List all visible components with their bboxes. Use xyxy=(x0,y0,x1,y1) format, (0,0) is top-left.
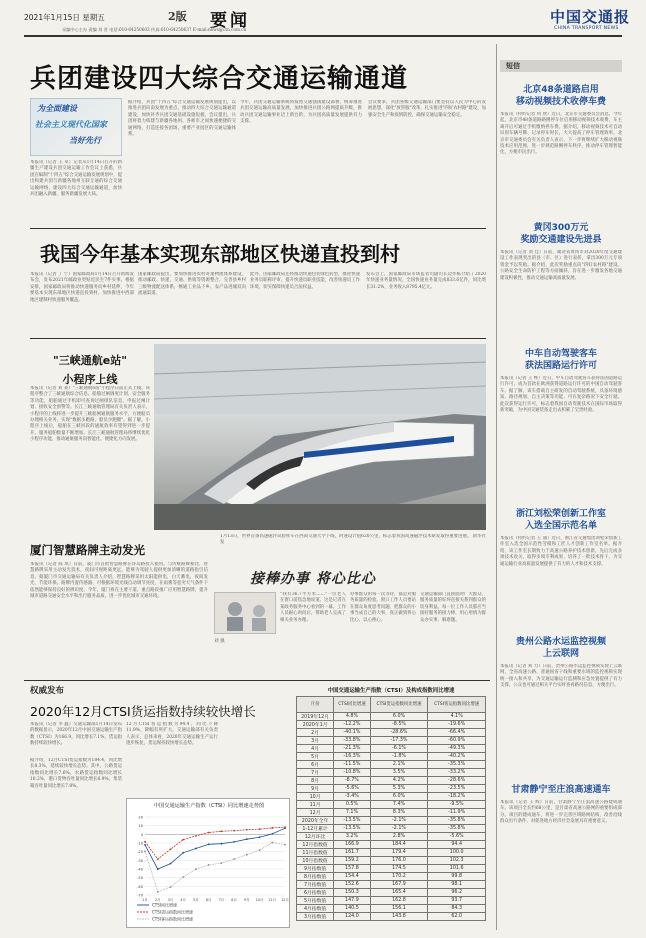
table-row xyxy=(297,817,486,825)
xiamen-headline: 厦门智慧路牌主动发光 xyxy=(30,543,145,557)
data-point xyxy=(182,852,184,854)
chart-plot xyxy=(127,811,291,929)
table-cell: 4月指数值 xyxy=(297,905,334,913)
data-point xyxy=(271,827,273,829)
data-point xyxy=(208,832,210,834)
table-cell: -33.8% xyxy=(334,737,371,745)
sidebar-brief-headline-line: 奖励交通建设先进县 xyxy=(520,235,602,245)
ctsi-body-1: 本报讯（记者 李 鑫）交通运输部1月14日发布的数据显示，2020年12月中国交通运输生产指数（CTSI）为166.9，同比增长7.1%，货运指数持续较快增长。 xyxy=(30,722,122,747)
table-cell: 101.6 xyxy=(428,865,486,873)
sidebar-brief-headline xyxy=(500,84,622,108)
table-cell: 174.5 xyxy=(370,865,428,873)
sidebar-brief-body: 本报讯（记者 刘 佳）日前，湖北省黄冈市对2020年度交通建设工作表现突出的县（市、区）进行表彰，拿出300万元专项资金予以奖励。据介绍，此次奖励重点向"四好农村路"建设、公路安全生命防护工程等方面倾斜，旨在进一步激发各地交通建设积极性，推动交通运输高质量发展。 xyxy=(500,250,622,281)
table-row xyxy=(297,777,486,785)
table-cell: 1-12月累计 xyxy=(297,825,334,833)
table-cell: 167.9 xyxy=(370,881,428,889)
sidebar-brief-headline-line: 获法国路运行许可 xyxy=(524,361,597,371)
table-cell: 4.1% xyxy=(428,713,486,721)
table-cell: 12月指数值 xyxy=(297,841,334,849)
data-point xyxy=(144,844,146,846)
table-cell: 6.0% xyxy=(370,713,428,721)
table-cell: -49.3% xyxy=(428,745,486,753)
x-tick-label: 1月 xyxy=(142,898,148,902)
data-point xyxy=(220,830,222,832)
table-row xyxy=(297,913,486,921)
table-row xyxy=(297,737,486,745)
table-cell: -35.8% xyxy=(428,817,486,825)
express-rule xyxy=(30,338,486,339)
table-cell: 6月指数值 xyxy=(297,889,334,897)
masthead-rule xyxy=(24,35,622,37)
data-point xyxy=(233,841,235,843)
data-point xyxy=(208,843,210,845)
table-cell: -6.1% xyxy=(370,745,428,753)
express-headline: 我国今年基本实现东部地区快递直投到村 xyxy=(40,242,400,266)
edition-number: 2版 xyxy=(168,10,187,23)
sanxia-headline xyxy=(30,352,150,387)
x-tick-label: 2月 xyxy=(154,898,161,902)
table-cell: -40.1% xyxy=(334,729,371,737)
table-row xyxy=(297,729,486,737)
table-cell: 84.3 xyxy=(428,905,486,913)
table-cell: 6月 xyxy=(297,761,334,769)
table-row xyxy=(297,713,486,721)
table-cell: 159.2 xyxy=(334,857,371,865)
table-row xyxy=(297,857,486,865)
data-point xyxy=(271,842,273,844)
legend-label: CTSI同比增速 xyxy=(152,902,177,908)
sidebar-brief-body: 本报讯（特约记者 何 欣）近日，北京市交通委员会消息，今年起，北京市48条道路路侧停车位启用移动视频技术收费，车主离开后可通过手机缴纳停车费。据介绍，移动视频技术可自动识别车辆号牌、记录停车时长，大大提高了停车管理效率。北京市交通委员会有关负责人表示，下一步将继续扩大移动视频技术应用范围，进一步规范路侧停车秩序，推动停车管理智能化，方便市民出行。 xyxy=(500,112,622,156)
newspaper-name-en: CHINA TRANSPORT NEWS xyxy=(554,26,619,31)
lead-body-3: 今年，兵团交通运输系统将按照交通强国建设部署，统筹推进兵团交通运输高质量发展，加快推进兵团公路网提质升级，推动兵团交通运输事业迈上新台阶，为兵团高质量发展提供有力支撑。 xyxy=(240,100,362,125)
sidebar-brief-body: 本报讯（记者 刘 力）日前，贵州公路水运监控视频实现上云联网，全省高速公路、普通国省干线和重要水域的监控视频实现统一接入和共享，为交通运输运行监测和应急处置提供了有力支撑，公众也可通过相关平台实时查看路况信息，方便出行。 xyxy=(500,664,622,689)
table-row xyxy=(297,873,486,881)
sidebar-label-text: 短信 xyxy=(506,62,520,70)
sidebar-brief-headline xyxy=(500,508,622,532)
data-point xyxy=(195,835,197,837)
table-cell: 150.3 xyxy=(334,889,371,897)
table-cell: 96.2 xyxy=(428,889,486,897)
table-cell: 2019年12月 xyxy=(297,713,334,721)
table-cell: 4.8% xyxy=(334,713,371,721)
sidebar-brief-headline xyxy=(500,636,622,660)
table-cell: 11月 xyxy=(297,801,334,809)
table-cell: 2020年全年 xyxy=(297,817,334,825)
x-tick-label: 10月 xyxy=(255,898,264,902)
x-tick-label: 5月 xyxy=(193,898,199,902)
sanxia-headline-line-2: 小程序上线 xyxy=(62,373,118,386)
data-point xyxy=(208,864,210,866)
table-cell: 124.0 xyxy=(334,913,371,921)
x-tick-label: 8月 xyxy=(231,898,237,902)
table-cell: 12月 xyxy=(297,809,334,817)
xiamen-body: 本报讯（记者 陈 琪）日前，厦门市首批智慧路牌在环岛路投入使用。与传统路牌相比，智慧路牌采用主动发光技术，夜间可视距离更远，能够为驾驶人提供更加清晰的道路指引信息。据厦门市交通运输局有关负责人介绍，智慧路牌采用太阳能供电，白天蓄电、夜间发光，节能环保。路牌内置传感器，可根据环境光线自动调节亮度，在雨雾等恶劣天气条件下依然能够保持良好的辨识度。今年，厦门将在主要干道、重点路段推广应用智慧路牌，提升城市道路交通安全水平和出行服务品质，进一步优化城市交通环境。 xyxy=(30,562,208,600)
sidebar-brief-headline-line: 浙江刘松荣创新工作室 xyxy=(515,509,606,519)
table-row xyxy=(297,761,486,769)
data-point xyxy=(170,863,172,865)
relay-illustration xyxy=(214,592,276,634)
express-body-3: 此外，国家邮政局还将推动快递包装绿色转型，推进快递业务员职称评审，提升快递员职业技能，改善快递员工作环境，切实保障快递员合法权益。 xyxy=(250,272,360,290)
table-cell: 6.0% xyxy=(370,793,428,801)
sidebar-brief-headline-line: 贵州公路水运监控视频 xyxy=(515,637,606,647)
table-cell: -11.5% xyxy=(334,761,371,769)
table-cell: -11.9% xyxy=(428,809,486,817)
table-row xyxy=(297,769,486,777)
table-row xyxy=(297,753,486,761)
data-point xyxy=(144,850,146,852)
table-cell: 10月 xyxy=(297,793,334,801)
table-cell: 102.3 xyxy=(428,857,486,865)
legend-label: CTSI货运指数同比增速 xyxy=(152,909,193,915)
table-cell: 140.5 xyxy=(334,905,371,913)
table-cell: -2.1% xyxy=(370,825,428,833)
sanxia-body: 本报讯（记者 刘 秉）"三峡通航e站"小程序日前正式上线。该程序整合了三峡通航综合信息、船舶过闸调度计划、安全服务等功能，船舶通过手机即可查询过闸排队信息、申报过闸计划、接收安全预警等。长江三峡通航管理局有关负责人表示，小程序的上线将进一步提升三峡船闸通航服务水平，方便船员办理相关业务，实现"数据多跑路、船员少跑腿"。据了解，小程序上线后，船舶在三峡河段的通航效率有望得到进一步提升，服务船舶数量不断增加。长江三峡通航管理局将继续优化小程序功能，推动通航服务向智能化、便捷化方向发展。 xyxy=(30,386,150,443)
table-cell: 9月指数值 xyxy=(297,865,334,873)
table-cell: 2.1% xyxy=(370,761,428,769)
data-point xyxy=(220,843,222,845)
data-point xyxy=(246,854,248,856)
data-point xyxy=(233,830,235,832)
table-cell: -66.4% xyxy=(428,729,486,737)
table-row xyxy=(297,881,486,889)
table-cell: 156.1 xyxy=(370,905,428,913)
table-cell: 166.9 xyxy=(334,841,371,849)
table-cell: 4月 xyxy=(297,745,334,753)
masthead xyxy=(0,0,646,44)
x-tick-label: 12月 xyxy=(281,898,289,902)
y-tick-label: -40 xyxy=(137,867,143,872)
data-point xyxy=(246,838,248,840)
table-cell: 3月指数值 xyxy=(297,913,334,921)
data-point xyxy=(220,862,222,864)
table-cell: -35.8% xyxy=(428,825,486,833)
express-body-4: 发布会上，国家邮政局市场监管司副司长边作栋介绍了2020年快递业务量情况，全国快递业务量完成833.6亿件，同比增长31.2%，业务收入8795.4亿元。 xyxy=(366,272,486,290)
table-cell: 7.4% xyxy=(370,801,428,809)
table-row xyxy=(297,793,486,801)
table-cell: -12.2% xyxy=(334,721,371,729)
table-body xyxy=(297,713,486,921)
table-cell: -40.2% xyxy=(428,753,486,761)
lead-headline: 兵团建设四大综合交通运输通道 xyxy=(30,64,409,94)
data-point xyxy=(182,839,184,841)
table-row xyxy=(297,825,486,833)
table-cell: -18.2% xyxy=(428,793,486,801)
table-cell: 5月 xyxy=(297,753,334,761)
sanxia-headline-line-1: "三峡通航e站" xyxy=(53,354,127,367)
table-cell: 62.0 xyxy=(428,913,486,921)
sidebar-brief xyxy=(500,636,622,768)
table-cell: 99.8 xyxy=(428,873,486,881)
data-point xyxy=(271,833,273,835)
lead-rule xyxy=(30,228,486,229)
table-cell: 2020年1月 xyxy=(297,721,334,729)
data-point xyxy=(195,848,197,850)
express-body-2: 国家邮政局提出，要加快推进农村寄递物流体系建设，推动邮政、快递、交通、供销等资源整合，完善县乡村三级物流配送体系，畅通工业品下乡、农产品进城双向流通渠道。 xyxy=(138,272,246,297)
table-cell: 3.5% xyxy=(370,769,428,777)
y-tick-label: -60 xyxy=(137,884,143,889)
table-cell: -10.8% xyxy=(334,769,371,777)
sidebar-brief-headline-line: 甘肃静宁至庄浪高速通车 xyxy=(511,785,611,795)
table-cell: -21.3% xyxy=(334,745,371,753)
table-cell: 3月 xyxy=(297,737,334,745)
table-cell: 5.3% xyxy=(370,785,428,793)
relay-body-3: 交通运输部门直接面对广大群众，服务质量的好坏直接关系到群众的切身利益。每一位工作人员都应当接好服务的接力棒，用心用情为群众办实事、解难题。 xyxy=(420,592,486,623)
sidebar-brief-headline-line: 黄冈300万元 xyxy=(533,223,589,233)
ctsi-table xyxy=(296,696,486,921)
table-row xyxy=(297,889,486,897)
table-row xyxy=(297,841,486,849)
column-divider xyxy=(496,44,497,930)
table-cell: 0.5% xyxy=(334,801,371,809)
table-header-cell: CTSI货运指数同比增速 xyxy=(370,697,428,713)
y-tick-label: -20 xyxy=(137,850,143,855)
ctsi-body-3: 12月CTSI客运指数为94.4，同比下降11.9%，降幅有所扩大。交通运输部有关负责人表示，总体来看，2020年交通运输生产运行逐步恢复，货运保持较快增长态势。 xyxy=(126,722,218,747)
ctsi-table-title: 中国交通运输生产指数（CTSI）及构成指数同比增速 xyxy=(327,688,455,694)
sidebar-brief xyxy=(500,222,622,334)
table-row xyxy=(297,801,486,809)
data-point xyxy=(157,858,159,860)
data-point xyxy=(170,848,172,850)
table-row xyxy=(297,785,486,793)
data-point xyxy=(144,841,146,843)
table-cell: -16.3% xyxy=(334,753,371,761)
data-point xyxy=(157,891,159,893)
sidebar-brief-headline-line: 北京48条道路启用 xyxy=(523,85,599,95)
table-cell: 176.0 xyxy=(370,857,428,865)
data-point xyxy=(259,828,261,830)
table-row xyxy=(297,809,486,817)
table-cell: 170.2 xyxy=(370,873,428,881)
relay-headline: 接棒办事 将心比心 xyxy=(250,571,376,587)
lead-body-1: 本报讯（记者 王 卓）记者从1月14日召开的新疆生产建设兵团交通运输工作会议上获悉，兵团在编制"十四五"综合交通运输发展规划中，提出构建兵团与新疆各地州互联互通的综合交通运输网络，建设四大综合交通运输通道，加快兵团融入新疆、服务新疆发展大局。 xyxy=(30,160,122,198)
table-cell: -2.1% xyxy=(370,817,428,825)
data-point xyxy=(170,886,172,888)
sidebar-brief-headline xyxy=(500,784,622,796)
y-tick-label: -70 xyxy=(137,893,143,898)
table-cell: -28.6% xyxy=(428,777,486,785)
table-cell: -9.5% xyxy=(428,801,486,809)
table-cell: 2月 xyxy=(297,729,334,737)
photo-caption xyxy=(220,534,486,562)
table-cell: -60.9% xyxy=(428,737,486,745)
table-cell: 147.9 xyxy=(334,897,371,905)
table-cell: 4.2% xyxy=(370,777,428,785)
table-cell: 154.4 xyxy=(334,873,371,881)
sidebar-brief-headline-line: 中车自动驾驶客车 xyxy=(524,349,597,359)
data-point xyxy=(259,836,261,838)
data-point xyxy=(259,849,261,851)
table-header-cell: 月份 xyxy=(297,697,334,713)
table-cell: 93.7 xyxy=(428,897,486,905)
y-tick-label: 20 xyxy=(138,815,143,820)
table-cell: 179.4 xyxy=(370,849,428,857)
table-row xyxy=(297,865,486,873)
authority-rule xyxy=(24,680,490,681)
data-point xyxy=(182,876,184,878)
table-cell: 8.3% xyxy=(370,809,428,817)
y-tick-label: 10 xyxy=(138,824,143,829)
legend-label: CTSI客运指数同比增速 xyxy=(152,916,193,922)
table-cell: 8月 xyxy=(297,777,334,785)
relay-body-2: 办事群众的每一次等待，都是对服务质量的检验。窗口工作人员要站在群众角度思考问题，把群众的小事当成自己的大事，真正做到将心比心、以心换心。 xyxy=(350,592,416,623)
table-header-cell: CTSI客运指数同比增速 xyxy=(428,697,486,713)
table-cell: -33.2% xyxy=(428,769,486,777)
maglev-photo xyxy=(154,344,486,530)
table-cell: 2.8% xyxy=(370,833,428,841)
table-cell: -17.3% xyxy=(370,737,428,745)
table-cell: -35.3% xyxy=(428,761,486,769)
relay-illustration-image xyxy=(215,593,277,635)
x-tick-label: 3月 xyxy=(167,898,174,902)
relay-byline: 刘 强 xyxy=(214,639,225,644)
x-tick-label: 11月 xyxy=(268,898,277,902)
table-row xyxy=(297,905,486,913)
table-header-row xyxy=(297,697,486,713)
table-row xyxy=(297,745,486,753)
ctsi-body-2: 据介绍，12月CTSI货运指数为184.4，同比增长8.3%，延续较快增长态势。其中，公路货运指数同比增长7.6%，水路货运指数同比增长10.2%，港口货物吞吐量同比增长6.9%，集装箱吞吐量同比增长7.8%。 xyxy=(30,758,122,789)
sidebar-brief xyxy=(500,784,622,908)
sidebar-brief xyxy=(500,508,622,624)
stamp-line-2: 社会主义现代化国家 xyxy=(35,119,107,129)
table-cell: -8.5% xyxy=(370,721,428,729)
sidebar-label xyxy=(500,60,622,72)
table-cell: 3.2% xyxy=(334,833,371,841)
photo-caption-text: 1月13日，世界首条高速磁浮试验样车在西南交通大学下线，时速设计值620公里，标志着我国高速磁浮技术研发取得重要进展。 xyxy=(220,534,472,539)
data-point xyxy=(195,868,197,870)
table-cell: 184.4 xyxy=(370,841,428,849)
relay-body-1: "我有36.7平方米……"一位老人在窗口前焦急地说道。这是记者在某政务服务中心看到的一幕。工作人员耐心询问后，帮助老人完成了相关业务办理。 xyxy=(280,592,346,623)
table-cell: 157.8 xyxy=(334,865,371,873)
stamp-line-3: 当好先行 xyxy=(69,135,101,145)
masthead-contact: 采编中心主办 责编 刘 晋 电话:010-64250603 传真:010-64250637 E-mail:news@ctn.com.cn xyxy=(62,27,247,32)
table-cell: 98.1 xyxy=(428,881,486,889)
table-cell: 161.7 xyxy=(334,849,371,857)
table-row xyxy=(297,721,486,729)
sidebar-brief-body: 本报讯（特约记者 王 涌）近日，浙江省交通集团刘松荣创新工作室入选全国示范性劳模和工匠人才创新工作室名单。据介绍，该工作室长期致力于高速公路养护技术创新，先后完成多项技术攻关，取得多项专利成果，培养了一批技术骨干，为交通运输行业高质量发展提供了有力的人才和技术支撑。 xyxy=(500,536,622,567)
table-cell: -3.4% xyxy=(334,793,371,801)
table-cell: 8月指数值 xyxy=(297,873,334,881)
lead-body-4: 会议要求，兵团各级交通运输部门要坚持以人民为中心的发展思想，深化"放管服"改革，扎实推进"四好农村路"建设，加强安全生产和疫情防控，确保交通运输安全稳定。 xyxy=(368,100,486,118)
data-point xyxy=(246,829,248,831)
ctsi-chart xyxy=(126,798,290,928)
table-cell: -13.5% xyxy=(334,825,371,833)
table-cell: 7月指数值 xyxy=(297,881,334,889)
table-cell: 165.4 xyxy=(370,889,428,897)
table-cell: -5.6% xyxy=(428,833,486,841)
table-cell: 7月 xyxy=(297,769,334,777)
sidebar-brief xyxy=(500,84,622,210)
y-tick-label: 0 xyxy=(140,832,143,837)
sidebar-brief-headline-line: 入选全国示范名单 xyxy=(524,521,597,531)
data-point xyxy=(284,844,286,846)
table-row xyxy=(297,849,486,857)
data-point xyxy=(284,826,286,828)
slogan-stamp xyxy=(30,98,122,156)
table-cell: -13.5% xyxy=(334,817,371,825)
table-cell: -23.5% xyxy=(428,785,486,793)
stamp-line-1: 为全面建设 xyxy=(37,103,77,113)
table-row xyxy=(297,897,486,905)
table-cell: 11月指数值 xyxy=(297,849,334,857)
newspaper-name: 中国交通报 xyxy=(550,8,631,26)
x-tick-label: 9月 xyxy=(244,898,250,902)
y-tick-label: -10 xyxy=(137,841,143,846)
table-cell: -28.6% xyxy=(370,729,428,737)
x-tick-label: 4月 xyxy=(180,898,186,902)
table-header-cell: CTSI同比增速 xyxy=(334,697,371,713)
data-point xyxy=(157,868,159,870)
data-point xyxy=(233,858,235,860)
maglev-photo-image xyxy=(154,344,486,530)
table-cell: 5月指数值 xyxy=(297,897,334,905)
y-tick-label: -30 xyxy=(137,858,143,863)
sidebar-brief-headline-line: 上云联网 xyxy=(542,649,579,659)
ctsi-headline: 2020年12月CTSI货运指数持续较快增长 xyxy=(30,704,256,719)
table-row xyxy=(297,833,486,841)
authority-label: 权威发布 xyxy=(30,686,65,696)
table-cell: -5.6% xyxy=(334,785,371,793)
chart-title: 中国交通运输生产指数（CTSI）同比增速走势图 xyxy=(153,803,265,809)
sidebar-brief-headline-line: 移动视频技术收停车费 xyxy=(515,97,606,107)
series-line xyxy=(145,843,285,892)
table-cell: -1.8% xyxy=(370,753,428,761)
table-cell: -19.6% xyxy=(428,721,486,729)
table-cell: 100.0 xyxy=(428,849,486,857)
sidebar-brief xyxy=(500,348,622,488)
photo-credit: 新华社发 xyxy=(220,534,486,546)
lead-body-2: 据介绍，兵团"十四五"综合交通运输发展规划提出，以推进兵团向南发展为重点，推动四大综合交通运输通道建设，加快补齐兵团交通基础设施短板。会议提出，兵团将着力构建与新疆各地州、各师市之间快速便捷的交通网络，打造连接各团场、重要产业园区的交通运输体系。 xyxy=(128,100,236,138)
table-cell: 143.8 xyxy=(370,913,428,921)
section-title: 要闻 xyxy=(210,11,250,31)
table-cell: -8.7% xyxy=(334,777,371,785)
express-body-1: 本报讯（记者 丁 宁）国家邮政局1月14日召开新闻发布会，发布2021年邮政业更贴近民生7件实事。根据安排，国家邮政局将推动快递服务向乡村延伸，今年要基本实现东部地区快递直投到村，加快推进中西部地区建制村快递服务覆盖。 xyxy=(30,272,134,303)
table-cell: 7.1% xyxy=(334,809,371,817)
sidebar-brief-body: 本报讯（记者 王 辉）日前，甘肃静宁至庄浪高速公路建成通车。该项目全长约68公里，是甘肃省高速公路网的重要组成部分。项目的建成通车，将进一步完善区域路网结构，改善沿线群众出行条件，对促进地方经济社会发展具有重要意义。 xyxy=(500,800,622,825)
table-cell: 152.6 xyxy=(334,881,371,889)
table-cell: 162.8 xyxy=(370,897,428,905)
ctsi-table-grid xyxy=(296,696,486,921)
sidebar-brief-body: 本报讯（记者 王 桦）近日，中车自动驾驶客车获得法国道路运行许可，成为首款在欧洲获得道路运行许可的中国自动驾驶客车。据了解，该车搭载自主研发的自动驾驶系统，具备环境感知、路径规划、自主决策等功能，可在复杂路况下安全行驶。此次获得运行许可，标志着我国自动驾驶技术在国际市场取得新突破，为中国交通装备走出去积累了宝贵经验。 xyxy=(500,376,622,414)
sidebar-brief-headline xyxy=(500,222,622,246)
table-cell: 9月 xyxy=(297,785,334,793)
y-tick-label: -50 xyxy=(137,876,143,881)
table-cell: 12月环比 xyxy=(297,833,334,841)
table-cell: 10月指数值 xyxy=(297,857,334,865)
table-cell: 94.4 xyxy=(428,841,486,849)
x-tick-label: 6月 xyxy=(205,898,212,902)
x-tick-label: 7月 xyxy=(218,898,225,902)
issue-date: 2021年1月15日 星期五 xyxy=(24,13,105,22)
sidebar-brief-headline xyxy=(500,348,622,372)
